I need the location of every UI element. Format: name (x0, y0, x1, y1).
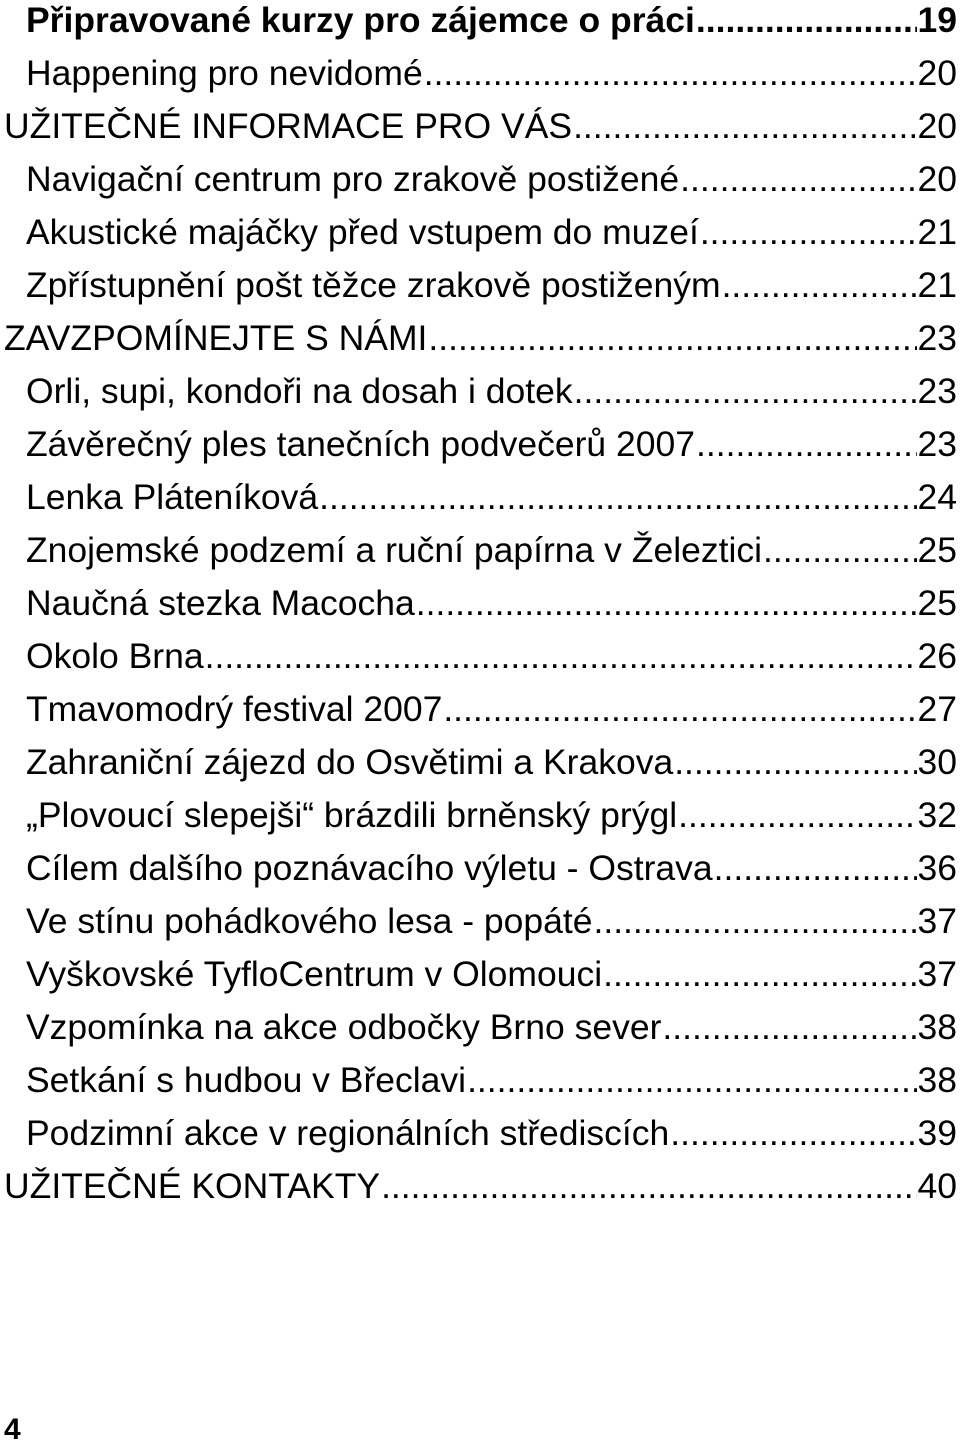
toc-leader (603, 947, 916, 1001)
toc-entry-page: 19 (917, 0, 957, 40)
toc-entry-title: Závěrečný ples tanečních podvečerů 2007 (26, 424, 696, 464)
toc-entry-title: Tmavomodrý festival 2007 (26, 689, 443, 729)
toc-entry-title: Okolo Brna (26, 636, 204, 676)
toc-leader (700, 205, 917, 259)
toc-entry-title: Vzpomínka na akce odbočky Brno sever (26, 1007, 662, 1047)
toc-entry-page: 37 (917, 901, 957, 941)
toc-entry-page: 24 (917, 477, 957, 517)
toc-entry (0, 1159, 957, 1213)
toc-leader (696, 417, 916, 471)
toc-entry (0, 735, 957, 789)
toc-entry-title: „Plovoucí slepejši“ brázdili brněnský prýgl (26, 795, 678, 835)
toc-leader (714, 841, 917, 895)
toc-entry-title: Ve stínu pohádkového lesa - popáté (26, 901, 593, 941)
toc-entry-title: ZAVZPOMÍNEJTE S NÁMI (4, 318, 428, 358)
toc-entry-page: 23 (917, 318, 957, 358)
toc-entry (0, 1000, 957, 1054)
toc-entry-title: UŽITEČNÉ INFORMACE PRO VÁS (4, 106, 573, 146)
toc-entry-page: 38 (917, 1060, 957, 1100)
toc-entry-title: Orli, supi, kondoři na dosah i dotek (26, 371, 573, 411)
toc-entry-title: UŽITEČNÉ KONTAKTY (4, 1166, 381, 1206)
page-number: 4 (4, 1413, 21, 1446)
toc-leader (205, 629, 917, 683)
toc-entry (0, 470, 957, 524)
toc-entry-title: Podzimní akce v regionálních střediscích (26, 1113, 670, 1153)
toc-entry (0, 1106, 957, 1160)
toc-entry-page: 30 (917, 742, 957, 782)
toc-entry-page: 25 (917, 530, 957, 570)
toc-entry (0, 523, 957, 577)
toc-entry (0, 629, 957, 683)
toc-entry (0, 576, 957, 630)
toc-entry-title: Připravované kurzy pro zájemce o práci (26, 0, 695, 40)
toc-entry (0, 364, 957, 418)
toc-entry (0, 46, 957, 100)
toc-leader (424, 46, 917, 100)
toc-entry (0, 311, 957, 365)
toc-entry (0, 152, 957, 206)
toc-entry (0, 682, 957, 736)
toc-leader (428, 311, 916, 365)
toc-entry-page: 23 (917, 424, 957, 464)
toc-leader (670, 1106, 916, 1160)
toc-entry-page: 20 (917, 106, 957, 146)
toc-leader (319, 470, 916, 524)
toc-leader (593, 894, 916, 948)
toc-leader (416, 576, 917, 630)
toc-entry (0, 841, 957, 895)
toc-entry-title: Lenka Pláteníková (26, 477, 319, 517)
toc-leader (467, 1053, 916, 1107)
toc-entry-title: Happening pro nevidomé (26, 53, 423, 93)
toc-entry (0, 788, 957, 842)
toc-leader (443, 682, 916, 736)
toc-entry-page: 36 (917, 848, 957, 888)
toc-leader (722, 258, 917, 312)
toc-entry (0, 0, 957, 47)
toc-entry-title: Znojemské podzemí a ruční papírna v Železtici (26, 530, 762, 570)
toc-entry-title: Setkání s hudbou v Břeclavi (26, 1060, 467, 1100)
toc-leader (662, 1000, 916, 1054)
toc-entry-page: 23 (917, 371, 957, 411)
toc-entry-title: Zpřístupnění pošt těžce zrakově postiženým (26, 265, 721, 305)
toc-entry (0, 417, 957, 471)
toc-entry-title: Vyškovské TyfloCentrum v Olomouci (26, 954, 603, 994)
toc-entry-page: 27 (917, 689, 957, 729)
toc-entry (0, 947, 957, 1001)
toc-entry-page: 20 (917, 159, 957, 199)
toc-entry-page: 21 (917, 265, 957, 305)
toc-entry-page: 25 (917, 583, 957, 623)
toc-leader (696, 0, 917, 47)
toc-entry-page: 38 (917, 1007, 957, 1047)
toc-entry-page: 39 (917, 1113, 957, 1153)
toc-entry (0, 205, 957, 259)
toc-entry-title: Cílem dalšího poznávacího výletu - Ostrava (26, 848, 713, 888)
toc-entry (0, 99, 957, 153)
toc-leader (680, 152, 916, 206)
toc-leader (678, 788, 916, 842)
toc-entry-title: Naučná stezka Macocha (26, 583, 415, 623)
toc-entry-page: 26 (917, 636, 957, 676)
toc-entry-page: 20 (917, 53, 957, 93)
toc-entry (0, 1053, 957, 1107)
toc-leader (381, 1159, 916, 1213)
toc-entry (0, 894, 957, 948)
toc-leader (574, 364, 917, 418)
toc-entry (0, 258, 957, 312)
toc-entry-page: 21 (917, 212, 957, 252)
toc-entry-title: Navigační centrum pro zrakově postižené (26, 159, 680, 199)
toc-entry-title: Akustické majáčky před vstupem do muzeí (26, 212, 699, 252)
toc-entry-page: 32 (917, 795, 957, 835)
toc-leader (573, 99, 916, 153)
toc-leader (674, 735, 916, 789)
toc-entry-page: 40 (917, 1166, 957, 1206)
toc-leader (763, 523, 917, 577)
toc-entry-page: 37 (917, 954, 957, 994)
toc-entry-title: Zahraniční zájezd do Osvětimi a Krakova (26, 742, 674, 782)
